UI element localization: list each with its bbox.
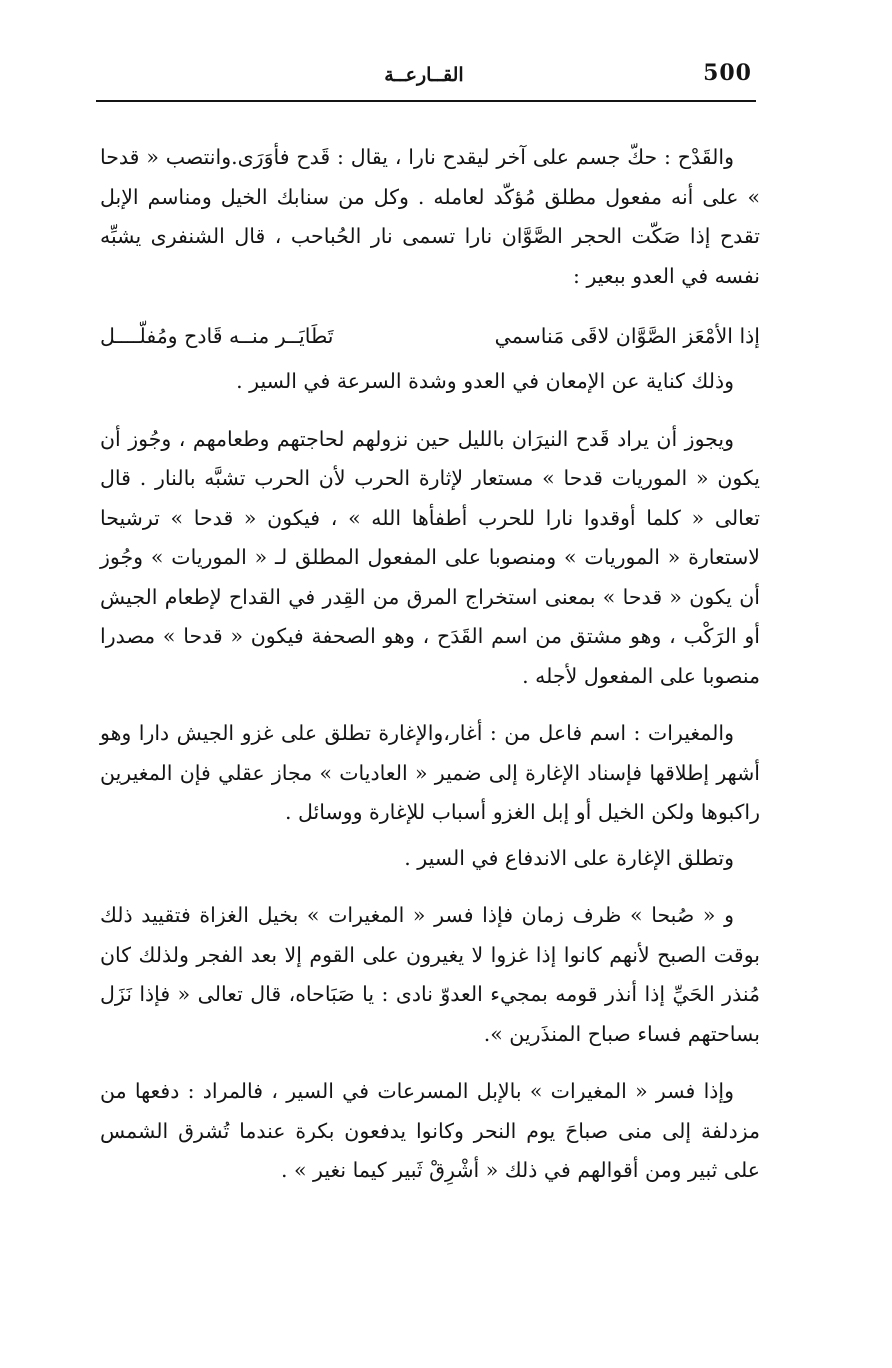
paragraph-mughirat: والمغيرات : اسم فاعل من : أغار،والإغارة تطلق على غزو الجيش دارا وهو أشهر إطلاقها فإسناد الإغارة إلى ضمير « العاديات » مجاز عقلي فإن المغيرين راكبوها ولكن الخيل أو إبل الغزو أسباب للإغارة ووسائل . xyxy=(100,721,760,824)
paragraph-muzdalifa: وإذا فسر « المغيرات » بالإبل المسرعات في السير ، فالمراد : دفعها من مزدلفة إلى منى صباحَ يوم النحر وكانوا يدفعون بكرة عندما تُشرق الشمس على ثبير ومن أقوالهم في ذلك « أشْرِقْ ثَبير كيما نغير » . xyxy=(100,1079,760,1182)
verse-first-hemistich: إذا الأمْعَز الصَّوَّان لاقَى مَناسمي xyxy=(494,324,760,348)
verse-second-hemistich: تَطَايَــر منــه قَادح ومُفلّــــل xyxy=(100,324,334,348)
poetry-verse xyxy=(100,316,760,356)
paragraph-subhan: و « صُبحا » ظرف زمان فإذا فسر « المغيرات » بخيل الغزاة فتقييد ذلك بوقت الصبح لأنهم كانوا إذا غزوا لا يغيرون على القوم إلا بعد الفجر ولذلك كان مُنذر الحَيِّ إذا أنذر قومه بمجيء العدوّ نادى : يا صَبَاحاه، قال تعالى « فإذا نَزَل بساحتهم فساء صباح المنذَرين ». xyxy=(100,903,760,1046)
page-number: 500 xyxy=(703,60,752,86)
page-body xyxy=(100,138,760,1191)
paragraph-qadh: والقَدْح : حكّ جسم على آخر ليقدح نارا ، يقال : قَدح فأوَرَى.وانتصب « قدحا » على أنه مفعول مطلق مُؤكّد لعامله . وكل من سنابك الخيل ومناسم الإبل تقدح إذا صَكّت الحجر الصَّوَّان نارا تسمى نار الحُباحب ، قال الشنفرى يشبِّه نفسه في العدو ببعير : xyxy=(100,145,760,288)
paragraph-nirān: ويجوز أن يراد قَدح النيرَان بالليل حين نزولهم لحاجتهم وطعامهم ، وجُوز أن يكون « الموريات قدحا » مستعار لإثارة الحرب لأن الحرب تشبَّه بالنار . قال تعالى « كلما أوقدوا نارا للحرب أطفأها الله » ، فيكون « قدحا » ترشيحا لاستعارة « الموريات » ومنصوبا على المفعول المطلق لـ « الموريات » وجُوز أن يكون « قدحا » بمعنى استخراج المرق من القِدر في القداح لإطعام الجيش أو الرَكْب ، وهو مشتق من اسم القَدَح ، وهو الصحفة فيكون « قدحا » مصدرا منصوبا على المفعول لأجله . xyxy=(100,426,760,688)
page-header xyxy=(96,56,752,100)
paragraph-ighara: وتطلق الإغارة على الاندفاع في السير . xyxy=(404,845,734,870)
header-rule xyxy=(96,100,756,102)
paragraph-kinaya: وذلك كناية عن الإمعان في العدو وشدة السرعة في السير . xyxy=(236,369,734,393)
running-title: القــارعــة xyxy=(384,64,464,86)
